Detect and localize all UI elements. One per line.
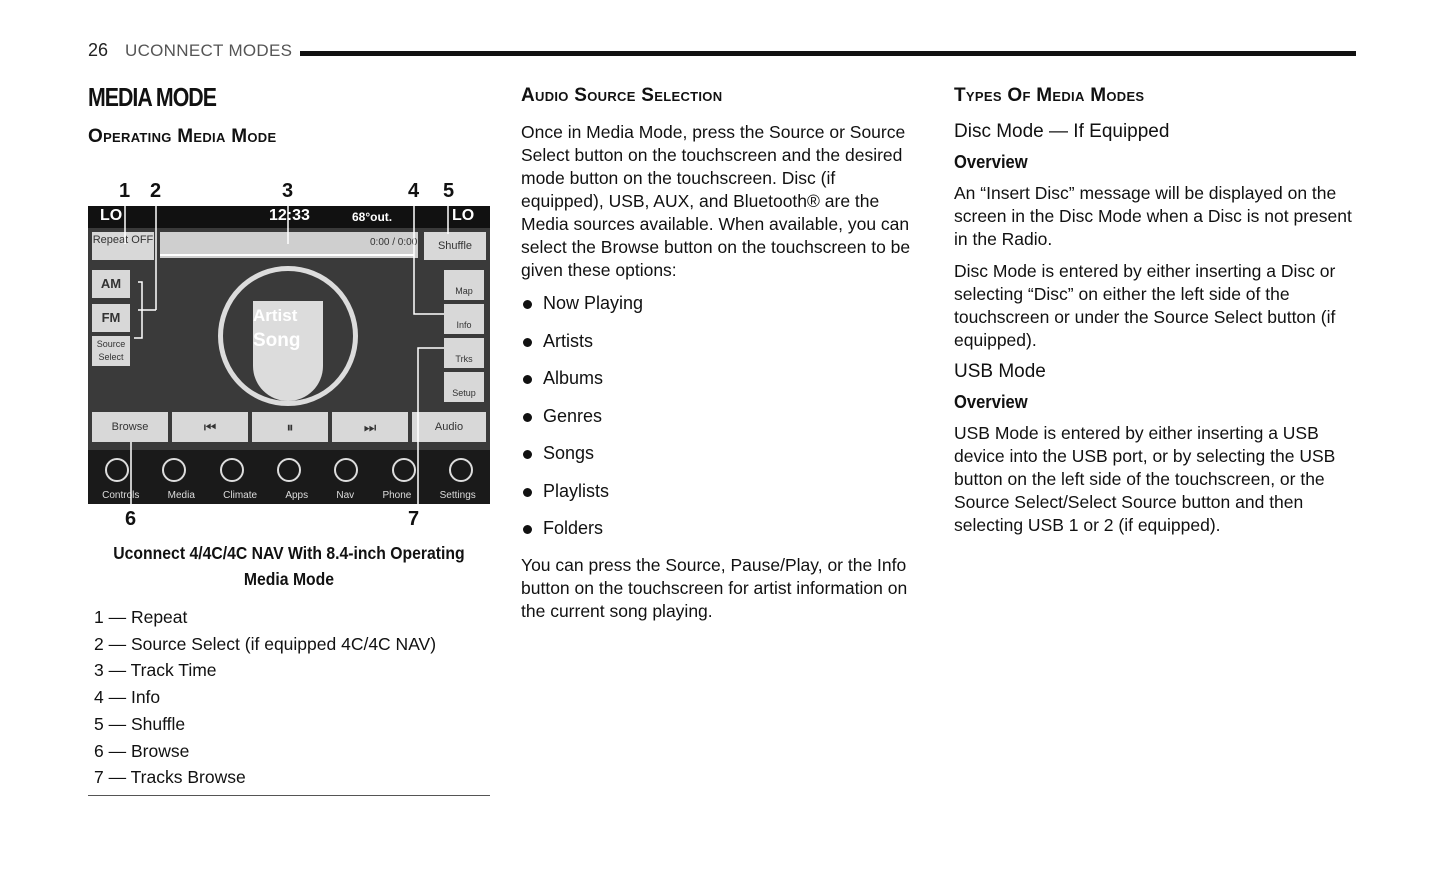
audio-source-outro: You can press the Source, Pause/Play, or the Info button on the touchscreen for artist information on the current song playing. [521,554,908,621]
callout-5: 5 [443,180,455,202]
next-track-icon[interactable]: ⏭ [332,412,408,442]
setup-button[interactable]: Setup [444,372,484,402]
pause-icon[interactable]: ⏸ [252,412,328,442]
clock: 12:33 [269,207,310,224]
tracks-button[interactable]: Trks [444,338,484,368]
list-item: Genres [521,398,921,436]
outside-temp: 68°out. [352,210,393,224]
legend-item: 1 — Repeat [94,607,188,627]
dock-phone[interactable]: Phone [382,490,412,501]
list-item: Now Playing [521,285,921,323]
audio-source-selection-heading: Audio Source Selection [521,85,723,106]
list-item: Playlists [521,473,921,511]
callout-3: 3 [282,180,294,202]
am-button[interactable]: AM [92,270,130,298]
figure-legend [88,604,490,796]
browse-options-list [521,285,921,548]
song-label: Song [253,330,301,351]
page-header [88,38,1356,64]
artist-label: Artist [253,306,298,325]
uconnect-screen-figure [88,180,490,530]
list-item: Songs [521,435,921,473]
section-title: UCONNECT MODES [125,41,293,60]
legend-item: 2 — Source Select (if equipped 4C/4C NAV) [94,633,437,654]
callout-1: 1 [119,180,131,202]
fm-button[interactable]: FM [92,304,130,332]
dock-settings[interactable]: Settings [439,490,476,501]
info-button[interactable]: Info [444,304,484,334]
source-select-button[interactable]: Source Select [92,336,130,366]
dock-controls[interactable]: Controls [102,490,140,501]
page-title: MEDIA MODE [88,82,216,112]
audio-source-intro: Once in Media Mode, press the Source or Source Select button on the touchscreen and the desired mode button on the touchscreen. Disc (if equipped), USB, AUX, and Bluetooth® are the Media sources available. When available, you can select the Browse button on the touchscreen to be given these options: [521,122,911,280]
column-left [88,82,490,788]
previous-track-icon[interactable]: ⏮ [172,412,248,442]
types-of-media-modes-heading: Types Of Media Modes [954,85,1145,106]
usb-mode-heading: USB Mode [954,361,1046,382]
map-button[interactable]: Map [444,270,484,300]
disc-overview-heading: Overview [954,152,1028,172]
legend-item: 4 — Info [94,687,161,708]
dock-apps[interactable]: Apps [285,490,309,501]
dock-climate[interactable]: Climate [223,490,258,501]
legend-item: 5 — Shuffle [94,713,186,734]
legend-item: 3 — Track Time [94,660,217,681]
lo-right: LO [452,207,475,224]
repeat-button[interactable]: Repeat OFF [92,232,154,260]
callout-6: 6 [125,508,137,530]
usb-paragraph-1: USB Mode is entered by either inserting a USB device into the USB port, or by selecting the USB button on the left side of the touchscreen, or the Source Select/Select Source button and then selecting USB 1 or 2 (if equipped). [954,423,1336,535]
callout-7: 7 [408,508,420,530]
disc-paragraph-2: Disc Mode is entered by either inserting a Disc or selecting “Disc” on either the left side of the touchscreen or under the Source Select button (if equipped). [954,261,1336,350]
list-item: Artists [521,323,921,361]
page-number: 26 [88,40,109,60]
usb-overview-heading: Overview [954,392,1028,412]
column-right [954,82,1356,537]
disc-paragraph-1: An “Insert Disc” message will be displayed on the screen in the Disc Mode when a Disc is not present in the Radio. [954,183,1352,249]
dock-media[interactable]: Media [167,490,195,501]
callout-4: 4 [408,180,420,202]
callout-leader-lines [88,180,490,525]
callout-2: 2 [150,180,162,202]
figure-caption: Uconnect 4/4C/4C NAV With 8.4-inch Operating Media Mode [113,543,465,589]
list-item: Albums [521,360,921,398]
operating-media-mode-heading: Operating Media Mode [88,126,277,147]
disc-mode-heading: Disc Mode — If Equipped [954,121,1170,142]
shuffle-button[interactable]: Shuffle [424,232,486,260]
list-item: Folders [521,510,921,548]
dock-nav[interactable]: Nav [336,490,355,501]
browse-button[interactable]: Browse [92,412,168,442]
legend-item: 7 — Tracks Browse [94,767,246,788]
column-middle [521,82,921,623]
lo-left: LO [100,207,123,224]
audio-button[interactable]: Audio [412,412,486,442]
legend-item: 6 — Browse [94,740,190,761]
track-time: 0:00 / 0:00 [370,237,418,248]
header-rule [300,51,1356,56]
